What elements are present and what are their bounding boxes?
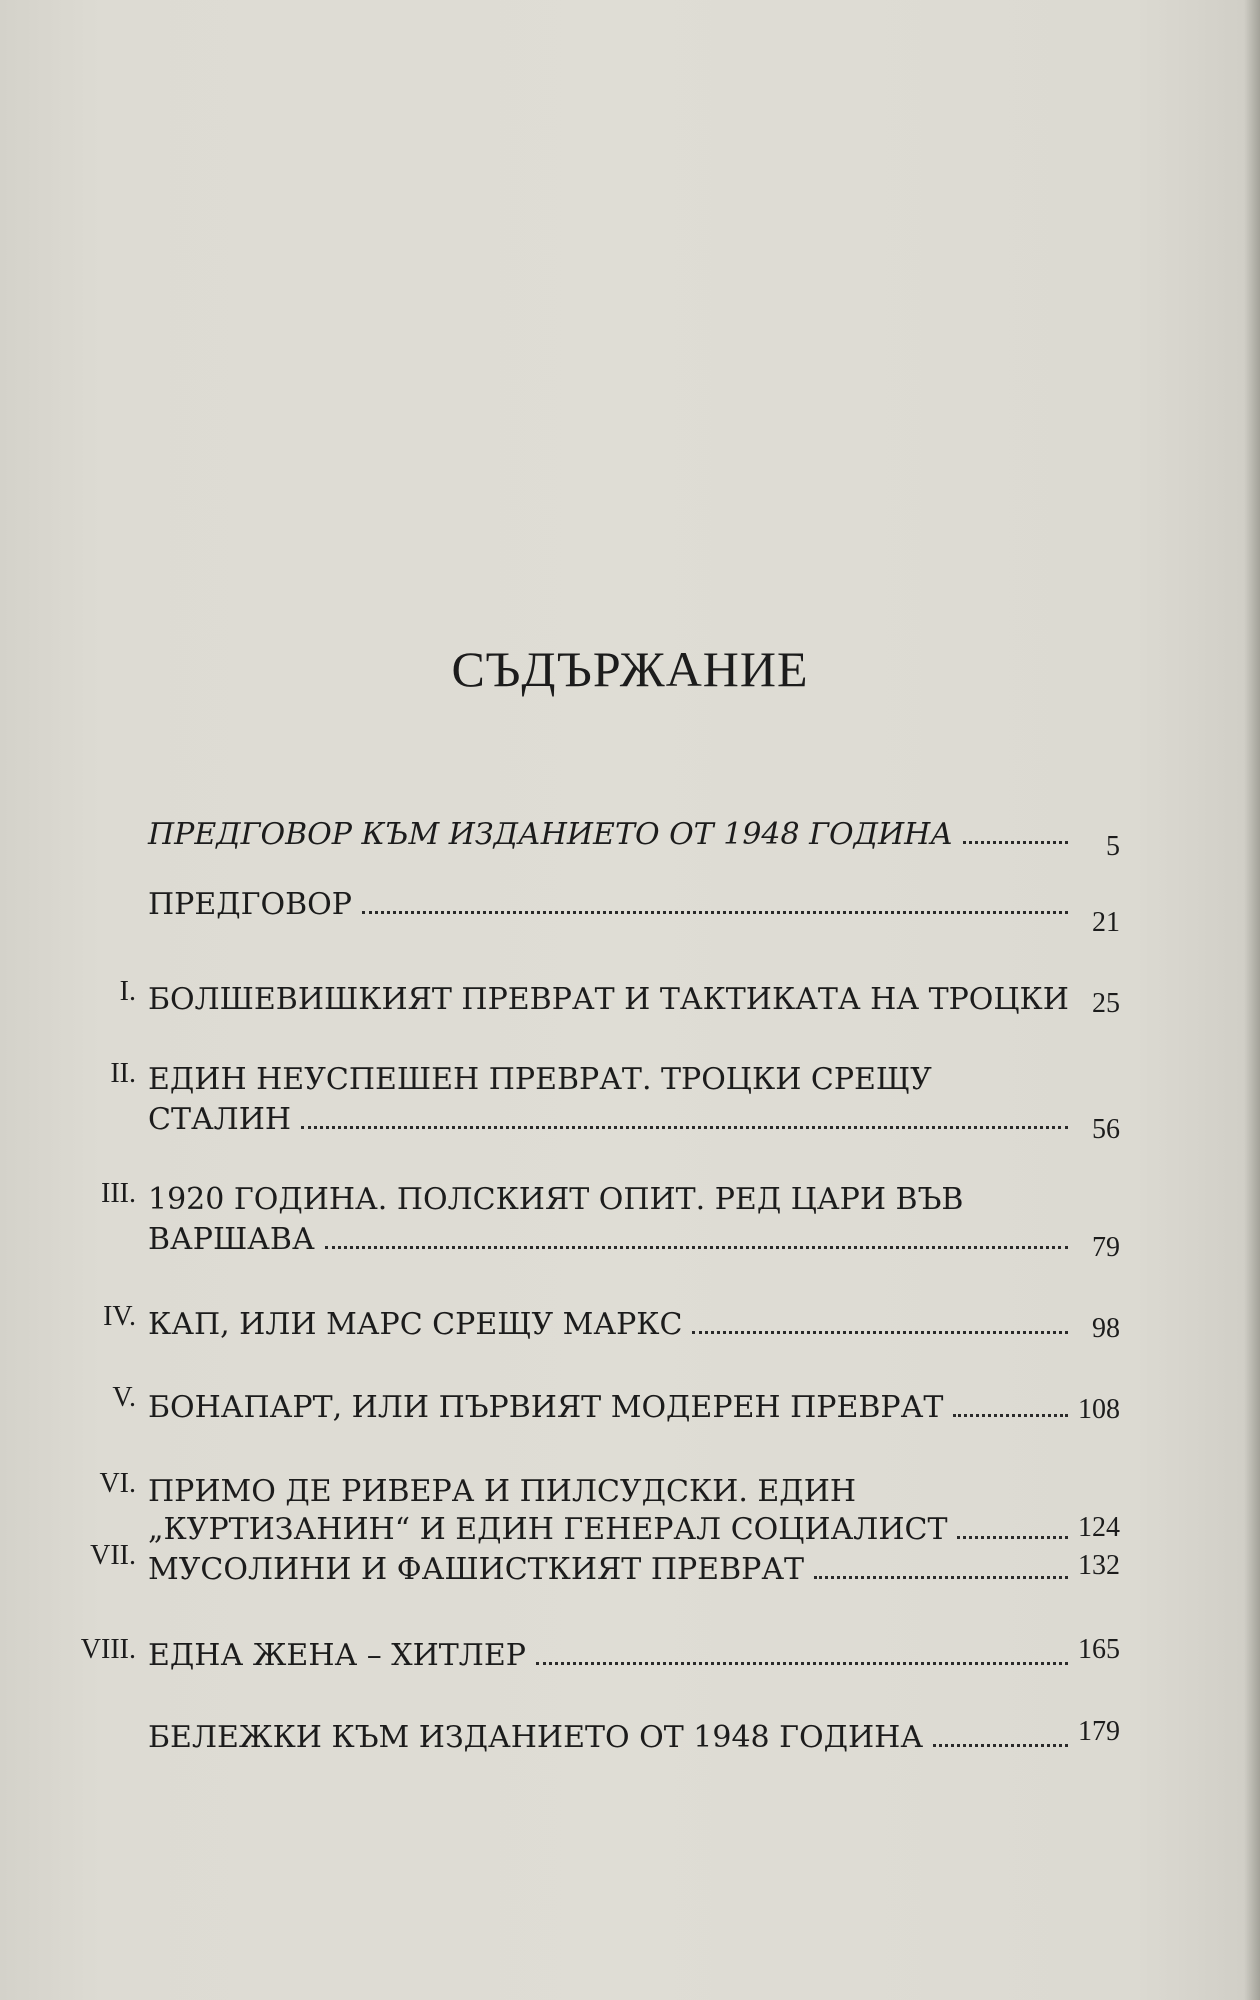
dot-leader xyxy=(362,911,1068,914)
toc-entry-line xyxy=(148,815,1078,855)
page-edge-shadow xyxy=(1244,0,1260,2000)
chapter-number: IV. xyxy=(103,1301,136,1332)
toc-entry-title: БОЛШЕВИШКИЯТ ПРЕВРАТ И ТАКТИКАТА НА ТРОЦКИ xyxy=(148,982,1069,1017)
toc-entry-title: ПРЕДГОВОР xyxy=(148,887,352,922)
toc-page-number: 165 xyxy=(1078,1634,1120,1665)
toc-entry-line xyxy=(148,1305,1078,1345)
toc-page-number: 79 xyxy=(1092,1232,1120,1263)
toc-entry-line xyxy=(148,1472,1078,1512)
toc-entry-line xyxy=(148,885,1078,925)
toc-entry-line xyxy=(148,1636,1078,1676)
toc-entry-title: БОНАПАРТ, ИЛИ ПЪРВИЯТ МОДЕРЕН ПРЕВРАТ xyxy=(148,1390,944,1425)
toc-entry-line xyxy=(148,1510,1078,1550)
toc-entry-line xyxy=(148,1100,1078,1140)
toc-entry-title: ПРИМО ДЕ РИВЕРА И ПИЛСУДСКИ. ЕДИН xyxy=(148,1474,857,1509)
toc-entry-title: БЕЛЕЖКИ КЪМ ИЗДАНИЕТО ОТ 1948 ГОДИНА xyxy=(148,1720,924,1755)
dot-leader xyxy=(301,1126,1068,1129)
dot-leader xyxy=(536,1662,1068,1665)
contents-title: СЪДЪРЖАНИЕ xyxy=(451,641,809,697)
toc-entry-title: ПРЕДГОВОР КЪМ ИЗДАНИЕТО ОТ 1948 ГОДИНА xyxy=(148,817,954,852)
toc-entry-title: 1920 ГОДИНА. ПОЛСКИЯТ ОПИТ. РЕД ЦАРИ ВЪВ xyxy=(148,1182,964,1217)
toc-entry-line xyxy=(148,1388,1078,1428)
toc-page-number: 56 xyxy=(1092,1114,1120,1145)
chapter-number: I. xyxy=(119,976,136,1007)
toc-entry-title-cont: „КУРТИЗАНИН“ И ЕДИН ГЕНЕРАЛ СОЦИАЛИСТ xyxy=(148,1512,948,1547)
toc-entry-line xyxy=(148,1550,1078,1590)
toc-page-number: 179 xyxy=(1078,1716,1120,1747)
chapter-number: V. xyxy=(112,1382,136,1413)
toc-entry-line xyxy=(148,1060,1078,1100)
toc-page-number: 108 xyxy=(1078,1394,1120,1425)
toc-entry-title: МУСОЛИНИ И ФАШИСТКИЯТ ПРЕВРАТ xyxy=(148,1552,805,1587)
toc-entry-title: ЕДНА ЖЕНА – ХИТЛЕР xyxy=(148,1638,526,1673)
toc-page-number: 124 xyxy=(1078,1512,1120,1543)
toc-entry-line xyxy=(148,980,1078,1020)
toc-entry-title: КАП, ИЛИ МАРС СРЕЩУ МАРКС xyxy=(148,1307,683,1342)
chapter-number: VII. xyxy=(90,1540,136,1571)
toc-entry-title-cont: СТАЛИН xyxy=(148,1102,292,1137)
toc-entry-title-cont: ВАРШАВА xyxy=(148,1222,315,1257)
toc-page-number: 5 xyxy=(1106,831,1120,862)
toc-entry-title: ЕДИН НЕУСПЕШЕН ПРЕВРАТ. ТРОЦКИ СРЕЩУ xyxy=(148,1062,932,1097)
dot-leader xyxy=(692,1331,1068,1334)
toc-entry-line xyxy=(148,1718,1078,1758)
toc-page-number: 98 xyxy=(1092,1313,1120,1344)
chapter-number: VIII. xyxy=(80,1634,136,1665)
toc-entry-line xyxy=(148,1180,1078,1220)
toc-page-number: 132 xyxy=(1078,1550,1120,1581)
toc-page-number: 25 xyxy=(1092,988,1120,1019)
toc-page-number: 21 xyxy=(1092,907,1120,938)
chapter-number: VI. xyxy=(99,1468,136,1499)
chapter-number: III. xyxy=(101,1178,136,1209)
dot-leader xyxy=(814,1576,1068,1579)
toc-entry-line xyxy=(148,1220,1078,1260)
chapter-number: II. xyxy=(110,1058,136,1089)
dot-leader xyxy=(325,1246,1068,1249)
dot-leader xyxy=(933,1744,1068,1747)
